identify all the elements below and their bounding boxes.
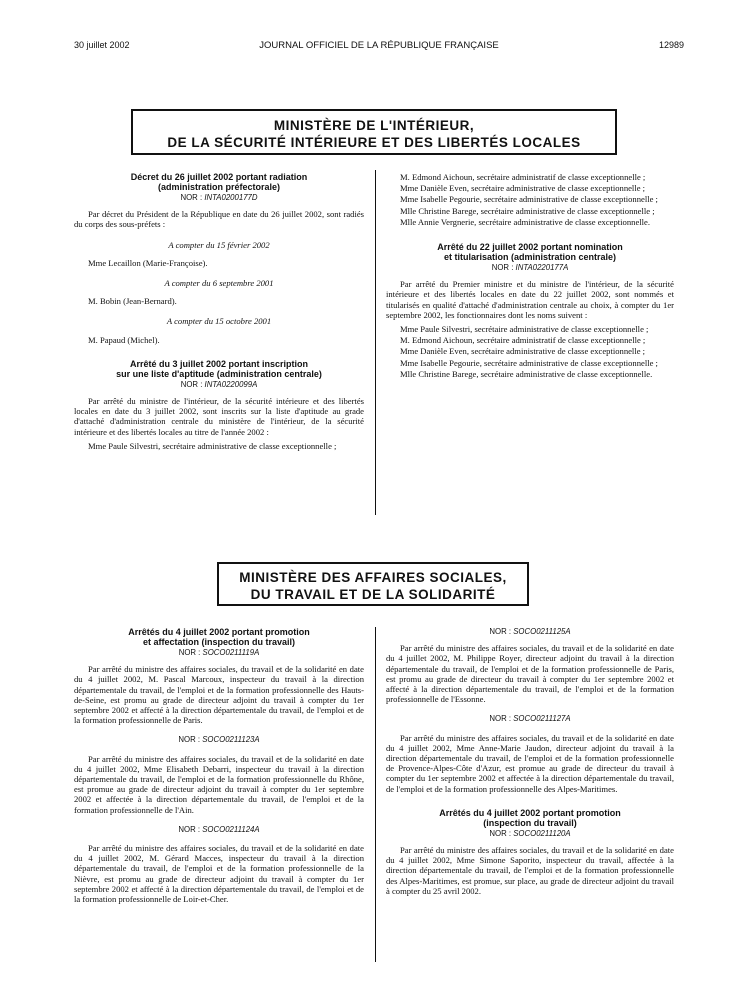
- spacer: [74, 345, 364, 359]
- page-number: 12989: [658, 40, 684, 50]
- ministry-heading-interieur: [131, 109, 617, 155]
- spacer: [386, 798, 674, 808]
- nor-code: INTA0220177A: [515, 263, 569, 273]
- nor-code: SOCO0211120A: [513, 828, 571, 838]
- nor-reference: [74, 193, 364, 203]
- ministry-heading-line1: MINISTÈRE DE L'INTÉRIEUR,: [273, 118, 475, 133]
- decret-title: [74, 172, 364, 192]
- nor-code: SOCO0211124A: [202, 824, 260, 834]
- person-entry: Mme Lecaillon (Marie-Françoise).: [88, 257, 208, 268]
- arrete-intro: Par arrêté du ministre de l'intérieur, de la sécurité intérieure et des libertés locales en date du 3 juillet 2002, sont inscrits sur la liste d'aptitude au grade d'attaché d'administration centrale du ministère de l'intérieur, de la sécurité intérieure et des libertés locales au titre de l'année 2002 :: [74, 396, 364, 437]
- arretes-title-line1: Arrêtés du 4 juillet 2002 portant promotion: [128, 627, 310, 637]
- ministry-heading-line2: DU TRAVAIL ET DE LA SOLIDARITÉ: [250, 587, 496, 602]
- running-header: [74, 40, 684, 54]
- arrete-paragraph: Par arrêté du ministre des affaires sociales, du travail et de la solidarité en date du 4 juillet 2002, M. Gérard Macces, inspecteur du travail à la direction départementale du travail, de l'emploi et de la formation professionnelle de la Nièvre, est promu au grade de directeur adjoint du travail à compter du 1er septembre 2002 et affecté à la direction départementale du travail, de l'emploi et de la formation professionnelle de Loir-et-Cher.: [74, 843, 364, 905]
- arrete-title-line1: Arrêté du 22 juillet 2002 portant nomination: [437, 242, 623, 253]
- nor-reference: [74, 380, 364, 390]
- nor-reference: [74, 825, 364, 835]
- arrete-paragraph: Par arrêté du ministre des affaires sociales, du travail et de la solidarité en date du 4 juillet 2002, Mme Elisabeth Debarri, inspecteur du travail à la direction départementale du travail, de l'emploi et de la formation professionnelle du Rhône, est promue au grade de directeur adjoint du travail à compter du 1er septembre 2002 et affectée à la direction départementale du travail, de l'emploi et de la formation professionnelle de l'Ain.: [74, 753, 364, 815]
- nor-reference: [386, 627, 674, 637]
- nor-code: SOCO0211123A: [202, 735, 260, 745]
- decret-title-line2: (administration préfectorale): [157, 182, 281, 192]
- column-left-top: [74, 172, 364, 452]
- nor-label: NOR :: [180, 193, 203, 202]
- nor-reference: [74, 735, 364, 745]
- nor-code: INTA0220099A: [204, 379, 258, 389]
- nor-label: NOR :: [178, 824, 201, 834]
- column-right-bottom: [386, 627, 674, 900]
- issue-date: 30 juillet 2002: [74, 40, 130, 50]
- decret-title-line1: Décret du 26 juillet 2002 portant radiation: [130, 172, 308, 182]
- person-entry: M. Bobin (Jean-Bernard).: [88, 296, 177, 307]
- arretes-title: [74, 627, 364, 647]
- list-item: M. Edmond Aichoun, secrétaire administratif de classe exceptionnelle ;: [400, 335, 646, 346]
- arrete-paragraph: Par arrêté du ministre des affaires sociales, du travail et de la solidarité en date du 4 juillet 2002, M. Philippe Royer, directeur adjoint du travail à la direction départementale du travail, de l'emploi et de la formation professionnelle de Paris, est promu au grade de directeur du travail à compter du 1er septembre 2002 et affecté à la direction départementale du travail, de l'emploi et de la formation professionnelle de l'Essonne.: [386, 643, 674, 705]
- effective-date: A compter du 15 octobre 2001: [166, 316, 272, 327]
- list-item: Mme Isabelle Pegourie, secrétaire administrative de classe exceptionnelle ;: [400, 194, 658, 205]
- nor-reference: [74, 648, 364, 658]
- nor-label: NOR :: [489, 627, 512, 636]
- nor-code: SOCO0211127A: [513, 714, 571, 724]
- arrete-title-line1: Arrêté du 3 juillet 2002 portant inscription: [129, 358, 309, 369]
- list-item: Mlle Annie Vergnerie, secrétaire administrative de classe exceptionnelle.: [400, 216, 650, 227]
- arrete-title: [386, 242, 674, 262]
- arretes-title: [386, 808, 674, 828]
- ministry-heading-line2: DE LA SÉCURITÉ INTÉRIEURE ET DES LIBERTÉS LOCALES: [167, 135, 581, 150]
- list-item: Mme Paule Silvestri, secrétaire administrative de classe exceptionnelle ;: [400, 324, 649, 335]
- column-left-bottom: [74, 627, 364, 908]
- arretes-title-line2: (inspection du travail): [483, 817, 577, 828]
- person-entry: M. Papaud (Michel).: [88, 334, 160, 345]
- nor-label: NOR :: [178, 648, 201, 657]
- list-item: Mme Isabelle Pegourie, secrétaire administrative de classe exceptionnelle ;: [400, 357, 658, 368]
- arrete-intro: Par arrêté du Premier ministre et du ministre de l'intérieur, de la sécurité intérieure et des libertés locales en date du 22 juillet 2002, sont nommés et titularisés en qualité d'attaché d'administration centrale au choix, à compter du 1er septembre 2002, les fonctionnaires dont les noms suivent :: [386, 279, 674, 320]
- nor-label: NOR :: [178, 735, 201, 745]
- column-divider: [375, 627, 376, 962]
- nor-reference: [386, 714, 674, 724]
- nor-code: INTA0200177D: [204, 193, 258, 202]
- list-item: M. Edmond Aichoun, secrétaire administratif de classe exceptionnelle ;: [400, 172, 646, 182]
- effective-date: A compter du 6 septembre 2001: [164, 278, 274, 289]
- nor-label: NOR :: [489, 714, 512, 724]
- effective-date: A compter du 15 février 2002: [168, 239, 270, 250]
- nor-code: SOCO0211119A: [202, 648, 260, 657]
- ministry-heading-line1: MINISTÈRE DES AFFAIRES SOCIALES,: [239, 570, 507, 585]
- nor-label: NOR :: [489, 828, 512, 838]
- nor-reference: [386, 829, 674, 839]
- list-item: Mme Danièle Even, secrétaire administrative de classe exceptionnelle ;: [400, 346, 646, 357]
- list-item: Mme Danièle Even, secrétaire administrative de classe exceptionnelle ;: [400, 183, 646, 194]
- column-right-top: [386, 172, 674, 380]
- arretes-title-line1: Arrêtés du 4 juillet 2002 portant promotion: [439, 807, 621, 818]
- arrete-title-line2: et titularisation (administration centrale): [443, 252, 617, 263]
- column-divider: [375, 170, 376, 515]
- journal-title: JOURNAL OFFICIEL DE LA RÉPUBLIQUE FRANÇAISE: [259, 40, 499, 51]
- nor-label: NOR :: [491, 263, 514, 273]
- nor-reference: [386, 263, 674, 273]
- spacer: [386, 228, 674, 242]
- list-item: Mme Paule Silvestri, secrétaire administrative de classe exceptionnelle ;: [88, 440, 337, 451]
- list-item: Mlle Christine Barege, secrétaire administrative de classe exceptionnelle.: [400, 368, 653, 379]
- arrete-title: [74, 359, 364, 379]
- list-item: Mlle Christine Barege, secrétaire administrative de classe exceptionnelle ;: [400, 205, 655, 216]
- arrete-paragraph: Par arrêté du ministre des affaires sociales, du travail et de la solidarité en date du 4 juillet 2002, M. Pascal Marcoux, inspecteur du travail à la direction départementale du travail, de l'emploi et de la formation professionnelle des Hauts-de-Seine, est promu au grade de directeur adjoint du travail à compter du 1er septembre 2002 et affecté à la direction départementale du travail, de l'emploi et de la formation professionnelle de Paris.: [74, 664, 364, 726]
- arrete-title-line2: sur une liste d'aptitude (administration centrale): [116, 368, 322, 379]
- arrete-paragraph: Par arrêté du ministre des affaires sociales, du travail et de la solidarité en date du 4 juillet 2002, Mme Simone Saporito, inspecteur du travail, affectée à la direction départementale du travail, de l'emploi et de la formation professionnelle des Alpes-Maritimes, est promue, sur place, au grade de directeur adjoint du travail à compter du 25 avril 2002.: [386, 845, 674, 896]
- decret-intro: Par décret du Président de la République en date du 26 juillet 2002, sont radiés du corps des sous-préfets :: [74, 209, 364, 230]
- ministry-heading-affaires-sociales: [217, 562, 529, 606]
- arrete-paragraph: Par arrêté du ministre des affaires sociales, du travail et de la solidarité en date du 4 juillet 2002, Mme Anne-Marie Jaudon, directeur adjoint du travail à la direction départementale du travail, de l'emploi et de la formation professionnelle de Provence-Alpes-Côte d'Azur, est promue au grade de directeur du travail à compter du 1er septembre 2002 et affectée à la direction départementale du travail, de l'emploi et de la formation professionnelle des Alpes-Maritimes.: [386, 732, 674, 794]
- nor-label: NOR :: [180, 379, 203, 389]
- arretes-title-line2: et affectation (inspection du travail): [142, 637, 296, 647]
- nor-code: SOCO0211125A: [513, 627, 571, 636]
